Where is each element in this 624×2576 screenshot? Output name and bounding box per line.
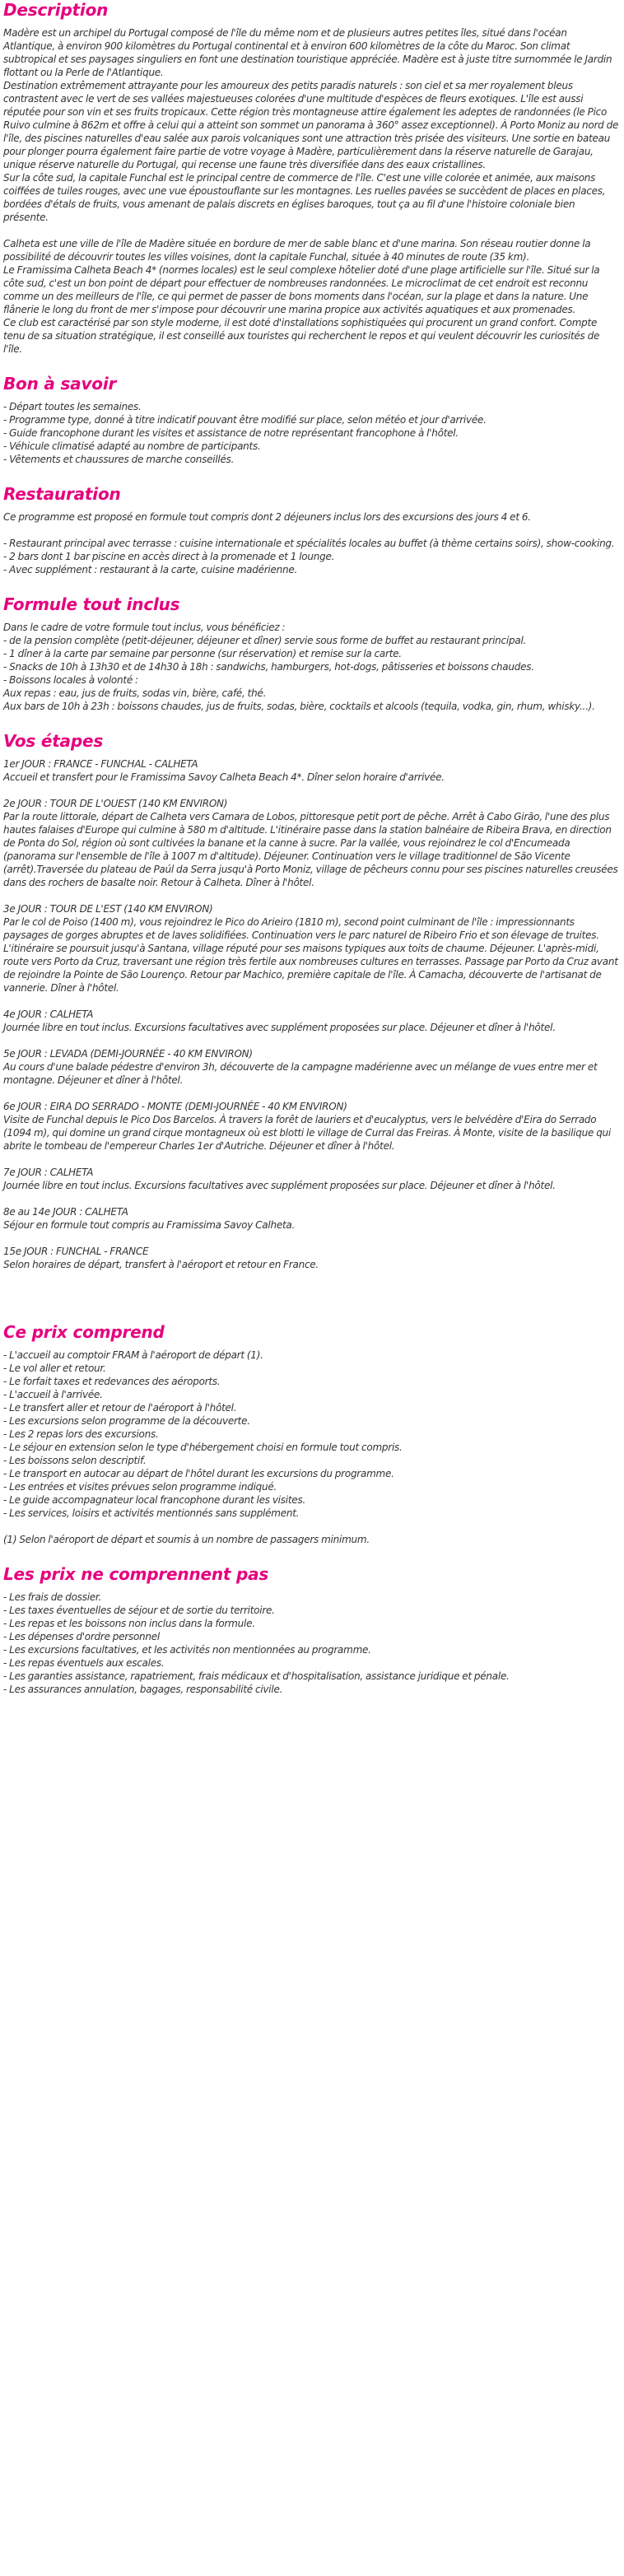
list-item: - Le vol aller et retour. <box>3 1363 106 1374</box>
day-block <box>3 757 621 784</box>
day-block <box>3 1008 621 1034</box>
description-paragraph: Ce club est caractérisé par son style moderne, il est doté d'installations sophistiquées qui procurent un grand confort. Compte tenu de sa situation stratégique, il est conseillé aux touristes qui recherchent le repos et qui veulent découvrir les curiosités de l'île. <box>3 317 600 355</box>
formule-section <box>3 594 621 713</box>
prix-ne-comprend-title: Les prix ne comprennent pas <box>3 1564 269 1584</box>
list-item: - Les excursions facultatives, et les activités non mentionnées au programme. <box>3 1644 371 1656</box>
day-block <box>3 1100 621 1153</box>
day-text: Journée libre en tout inclus. Excursions facultatives avec supplément proposées sur place. Déjeuner et dîner à l'hôtel. <box>3 1180 556 1191</box>
list-item: - Guide francophone durant les visites et assistance de notre représentant francophone à l'hôtel. <box>3 427 459 439</box>
day-text: Journée libre en tout inclus. Excursions facultatives avec supplément proposées sur place. Déjeuner et dîner à l'hôtel. <box>3 1022 556 1033</box>
day-block <box>3 902 621 995</box>
description-paragraph: Le Framissima Calheta Beach 4* (normes locales) est le seul complexe hôtelier doté d'une plage artificielle sur l'île. Situé sur la côte sud, c'est un bon point de départ pour effectuer de nombreuses randonnées. Le microclimat de cet endroit est reconnu comme un des meilleurs de l'île, ce qui permet de passer de bons moments dans l'océan, sur la plage et dans la nature. Une flânerie le long du front de mer s'impose pour découvrir une marina propice aux activités aquatiques et aux promenades. <box>3 264 600 315</box>
prix-comprend-title: Ce prix comprend <box>3 1322 165 1342</box>
list-item: Aux repas : eau, jus de fruits, sodas vin, bière, café, thé. <box>3 687 267 699</box>
list-item: - Les services, loisirs et activités mentionnés sans supplément. <box>3 1507 300 1519</box>
day-heading: 1er JOUR : FRANCE - FUNCHAL - CALHETA <box>3 758 198 770</box>
list-item: - Les repas et les boissons non inclus dans la formule. <box>3 1618 255 1629</box>
list-item: - Les garanties assistance, rapatriement, frais médicaux et d'hospitalisation, assistance juridique et pénale. <box>3 1670 510 1682</box>
list-item: - Snacks de 10h à 13h30 et de 14h30 à 18h : sandwichs, hamburgers, hot-dogs, pâtisseries et boissons chaudes. <box>3 661 534 673</box>
day-text: Accueil et transfert pour le Framissima Savoy Calheta Beach 4*. Dîner selon horaire d'arrivée. <box>3 771 445 783</box>
restauration-intro: Ce programme est proposé en formule tout compris dont 2 déjeuners inclus lors des excursions des jours 4 et 6. <box>3 511 531 523</box>
list-item: - 2 bars dont 1 bar piscine en accès direct à la promenade et 1 lounge. <box>3 551 335 562</box>
restauration-title: Restauration <box>3 484 121 504</box>
restauration-text <box>3 510 621 576</box>
day-block <box>3 1166 621 1192</box>
list-item: - Les frais de dossier. <box>3 1591 102 1603</box>
day-text: Séjour en formule tout compris au Framissima Savoy Calheta. <box>3 1219 296 1231</box>
list-item: - Les dépenses d'ordre personnel <box>3 1631 160 1642</box>
list-item: - Les 2 repas lors des excursions. <box>3 1428 159 1440</box>
description-text <box>3 26 621 356</box>
day-text: Par le col de Poiso (1400 m), vous rejoindrez le Pico do Arieiro (1810 m), second point culminant de l'île : impressionnants paysages de gorges abruptes et de laves solidifiées. Continuation vers le parc naturel de Ribeiro Frio et son élevage de truites. L'itinéraire se poursuit jusqu'à Santana, village réputé pour ses maisons typiques aux toits de chaume. Déjeuner. L'après-midi, route vers Porto da Cruz, traversant une région très fertile aux nombreuses cultures en terrasses. Passage par Porto da Cruz avant de rejoindre la Pointe de São Lourenço. Retour par Machico, première capitale de l'île. À Camacha, découverte de l'artisanat de vannerie. Dîner à l'hôtel. <box>3 916 618 994</box>
formule-title: Formule tout inclus <box>3 594 180 614</box>
day-block <box>3 1047 621 1087</box>
list-item: - Les repas éventuels aux escales. <box>3 1657 165 1669</box>
day-heading: 5e JOUR : LEVADA (DEMI-JOURNÉE - 40 KM ENVIRON) <box>3 1048 253 1060</box>
day-heading: 8e au 14e JOUR : CALHETA <box>3 1206 128 1218</box>
list-item: - L'accueil au comptoir FRAM à l'aéroport de départ (1). <box>3 1349 263 1361</box>
restauration-section <box>3 484 621 576</box>
day-heading: 3e JOUR : TOUR DE L'EST (140 KM ENVIRON) <box>3 903 213 915</box>
list-item: - Restaurant principal avec terrasse : cuisine internationale et spécialités locales au buffet (à thème certains soirs), show-cooking. <box>3 538 615 549</box>
prix-ne-comprend-list <box>3 1591 621 1696</box>
list-item: Dans le cadre de votre formule tout inclus, vous bénéficiez : <box>3 622 286 633</box>
list-item: - Boissons locales à volonté : <box>3 674 138 686</box>
list-item: - Le guide accompagnateur local francophone durant les visites. <box>3 1494 306 1506</box>
list-item: - Vêtements et chaussures de marche conseillés. <box>3 454 235 465</box>
list-item: - de la pension complète (petit-déjeuner, déjeuner et dîner) servie sous forme de buffet au restaurant principal. <box>3 635 527 646</box>
list-item: - L'accueil à l'arrivée. <box>3 1389 103 1400</box>
day-heading: 6e JOUR : EIRA DO SERRADO - MONTE (DEMI-JOURNÉE - 40 KM ENVIRON) <box>3 1101 347 1112</box>
list-item: - Départ toutes les semaines. <box>3 401 142 412</box>
list-item: - Le transfert aller et retour de l'aéroport à l'hôtel. <box>3 1402 237 1414</box>
etapes-title: Vos étapes <box>3 731 104 751</box>
prix-ne-comprend-section <box>3 1564 621 1696</box>
day-heading: 15e JOUR : FUNCHAL - FRANCE <box>3 1246 149 1257</box>
prix-comprend-section <box>3 1322 621 1546</box>
etapes-list <box>3 757 621 1271</box>
list-item: - Les excursions selon programme de la découverte. <box>3 1415 250 1427</box>
etapes-section <box>3 731 621 1271</box>
day-text: Selon horaires de départ, transfert à l'aéroport et retour en France. <box>3 1259 319 1270</box>
list-item: - Programme type, donné à titre indicatif pouvant être modifié sur place, selon météo et jour d'arrivée. <box>3 414 487 426</box>
day-heading: 4e JOUR : CALHETA <box>3 1009 94 1020</box>
formule-list <box>3 621 621 713</box>
day-text: Au cours d'une balade pédestre d'environ 3h, découverte de la campagne madérienne avec un mélange de vues entre mer et montagne. Déjeuner et dîner à l'hôtel. <box>3 1061 598 1086</box>
list-item: - Avec supplément : restaurant à la carte, cuisine madérienne. <box>3 564 298 575</box>
bon-a-savoir-section <box>3 374 621 466</box>
list-item: - Les taxes éventuelles de séjour et de sortie du territoire. <box>3 1605 275 1616</box>
day-block <box>3 797 621 889</box>
description-paragraph: Destination extrêmement attrayante pour les amoureux des petits paradis naturels : son ciel et sa mer royalement bleus contrastent avec le vert de ses vallées majestueuses colorées d'une multitude d'espèces de fleurs exotiques. L'île est aussi réputée pour son vin et ses fruits tropicaux. Cette région très montagneuse attire également les adeptes de randonnées (le Pico Ruivo culmine à 862m et offre à celui qui a atteint son sommet un panorama à 360° assez exceptionnel). À Porto Moniz au nord de l'île, des piscines naturelles d'eau salée aux parois volcaniques sont une attraction très prisée des visiteurs. Une sortie en bateau pour plonger pourra également faire partie de votre voyage à Madère, particulièrement dans la réserve naturelle de Garajau, unique réserve naturelle du Portugal, qui recense une faune très diversifiée dans des eaux cristallines. <box>3 80 619 170</box>
list-item: - Les assurances annulation, bagages, responsabilité civile. <box>3 1684 283 1695</box>
day-text: Visite de Funchal depuis le Pico Dos Barcelos. À travers la forêt de lauriers et d'eucalyptus, vers le belvédère d'Eira do Serrado (1094 m), qui domine un grand cirque montagneux où est blotti le village de Curral das Freiras. À Monte, visite de la basilique qui abrite le tombeau de l'empereur Charles 1er d'Autriche. Déjeuner et dîner à l'hôtel. <box>3 1114 611 1152</box>
day-block <box>3 1245 621 1271</box>
day-text: Par la route littorale, départ de Calheta vers Camara de Lobos, pittoresque petit port de pêche. Arrêt à Cabo Girão, l'une des plus hautes falaises d'Europe qui culmine à 580 m d'altitude. L'itinéraire passe dans la station balnéaire de Ribeira Brava, en direction de Ponta do Sol, région où sont cultivées la banane et la canne à sucre. Par la vallée, vous rejoindrez le col d'Encumeada (panorama sur l'ensemble de l'île à 1007 m d'altitude). Déjeuner. Continuation vers le village traditionnel de São Vicente (arrêt).Traversée du plateau de Paúl da Serra jusqu'à Porto Moniz, village de pêcheurs connu pour ses piscines naturelles creusées dans des rochers de basalte noir. Retour à Calheta. Dîner à l'hôtel. <box>3 811 618 888</box>
list-item: - Véhicule climatisé adapté au nombre de participants. <box>3 440 261 452</box>
description-title: Description <box>3 0 109 20</box>
description-paragraph: Sur la côte sud, la capitale Funchal est le principal centre de commerce de l'île. C'est une ville colorée et animée, aux maisons coiffées de tuiles rouges, avec une vue époustouflante sur les montagnes. Les ruelles pavées se succèdent de places en places, bordées d'étals de fruits, vous amenant de palais discrets en églises baroques, tout ça au fil d'une l'histoire coloniale bien présente. <box>3 172 606 223</box>
footnote: (1) Selon l'aéroport de départ et soumis à un nombre de passagers minimum. <box>3 1534 370 1545</box>
list-item: - 1 dîner à la carte par semaine par personne (sur réservation) et remise sur la carte. <box>3 648 402 659</box>
description-paragraph: Madère est un archipel du Portugal composé de l'île du même nom et de plusieurs autres petites îles, situé dans l'océan Atlantique, à environ 900 kilomètres du Portugal continental et à environ 600 kilomètres de la côte du Maroc. Son climat subtropical et ses paysages singuliers en font une destination touristique appréciée. Madère est à juste titre surnommée le Jardin flottant ou la Perle de l'Atlantique. <box>3 27 612 78</box>
list-item: - Le transport en autocar au départ de l'hôtel durant les excursions du programme. <box>3 1468 394 1479</box>
list-item: - Les entrées et visites prévues selon programme indiqué. <box>3 1481 277 1493</box>
day-heading: 2e JOUR : TOUR DE L'OUEST (140 KM ENVIRON) <box>3 798 228 809</box>
day-block <box>3 1205 621 1232</box>
bon-a-savoir-title: Bon à savoir <box>3 374 117 394</box>
prix-comprend-list <box>3 1349 621 1546</box>
list-item: - Les boissons selon descriptif. <box>3 1455 147 1466</box>
list-item: Aux bars de 10h à 23h : boissons chaudes, jus de fruits, sodas, bière, cocktails et alcools (tequila, vodka, gin, rhum, whisky...). <box>3 701 595 712</box>
list-item: - Le séjour en extension selon le type d'hébergement choisi en formule tout compris. <box>3 1442 403 1453</box>
day-heading: 7e JOUR : CALHETA <box>3 1167 94 1178</box>
description-section <box>3 0 621 356</box>
list-item: - Le forfait taxes et redevances des aéroports. <box>3 1376 221 1387</box>
description-paragraph: Calheta est une ville de l'île de Madère située en bordure de mer de sable blanc et d'une marina. Son réseau routier donne la possibilité de découvrir toutes les villes voisines, dont la capitale Funchal, située à 40 minutes de route (35 km). <box>3 238 591 263</box>
bon-a-savoir-list <box>3 400 621 466</box>
